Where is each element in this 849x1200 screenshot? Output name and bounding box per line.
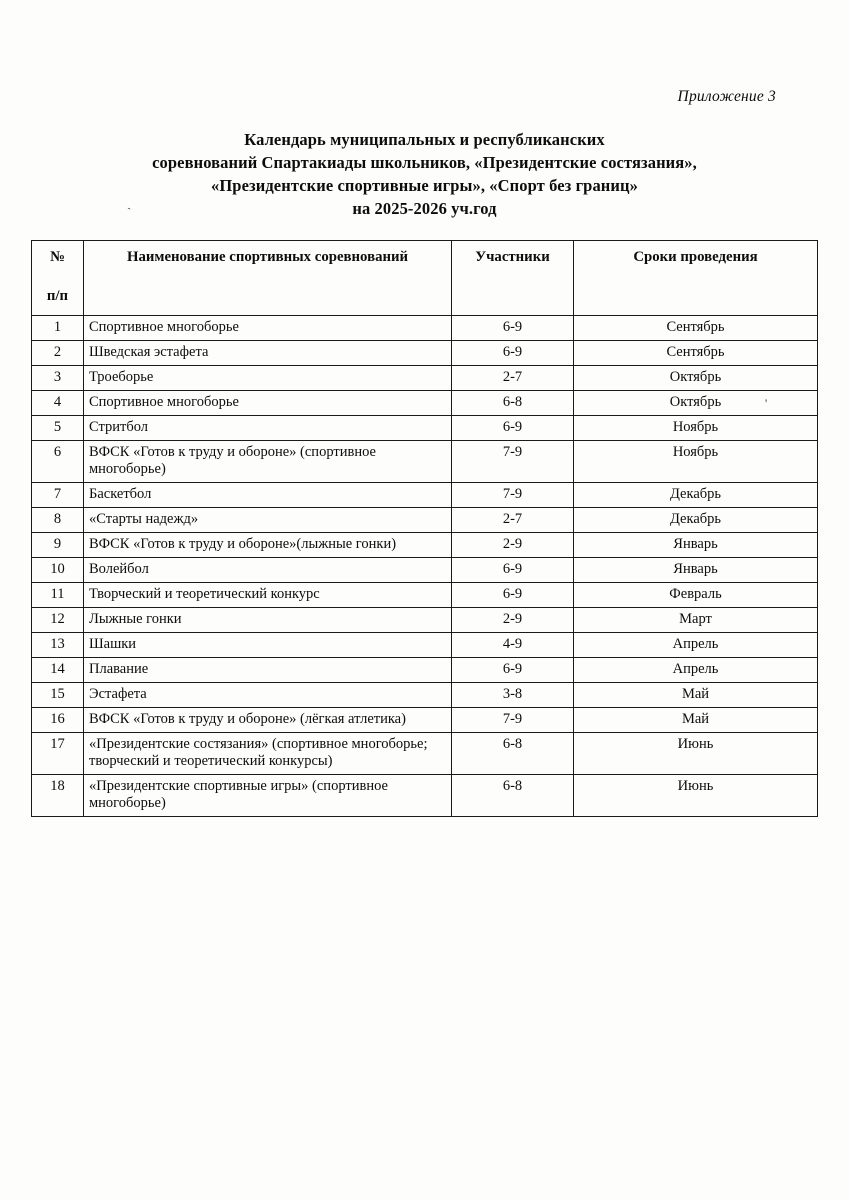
table-body xyxy=(32,316,818,817)
row-name: «Президентские спортивные игры» (спортивное многоборье) xyxy=(84,775,452,817)
row-number: 2 xyxy=(32,341,84,366)
row-dates: Январь xyxy=(574,533,818,558)
row-number: 3 xyxy=(32,366,84,391)
row-number: 16 xyxy=(32,708,84,733)
row-dates: Май xyxy=(574,708,818,733)
title-line-2: соревнований Спартакиады школьников, «Президентские состязания», xyxy=(152,153,697,172)
table-row xyxy=(32,658,818,683)
row-number: 18 xyxy=(32,775,84,817)
row-name: ВФСК «Готов к труду и обороне» (лёгкая атлетика) xyxy=(84,708,452,733)
row-dates: Февраль xyxy=(574,583,818,608)
row-participants: 2-9 xyxy=(452,533,574,558)
row-number: 4 xyxy=(32,391,84,416)
row-dates: Октябрь xyxy=(574,366,818,391)
row-dates: Сентябрь xyxy=(574,316,818,341)
row-participants: 7-9 xyxy=(452,441,574,483)
row-number: 5 xyxy=(32,416,84,441)
row-name: ВФСК «Готов к труду и обороне» (спортивное многоборье) xyxy=(84,441,452,483)
table-row xyxy=(32,775,818,817)
row-name: Эстафета xyxy=(84,683,452,708)
row-participants: 6-9 xyxy=(452,658,574,683)
table-row xyxy=(32,366,818,391)
row-participants: 7-9 xyxy=(452,483,574,508)
row-dates: Апрель xyxy=(574,633,818,658)
table-row xyxy=(32,416,818,441)
row-number: 11 xyxy=(32,583,84,608)
table-row xyxy=(32,608,818,633)
header-participants: Участники xyxy=(452,241,574,316)
row-dates: Июнь xyxy=(574,775,818,817)
row-dates: Апрель xyxy=(574,658,818,683)
row-name: «Старты надежд» xyxy=(84,508,452,533)
row-number: 9 xyxy=(32,533,84,558)
row-number: 10 xyxy=(32,558,84,583)
table-row xyxy=(32,508,818,533)
appendix-label: Приложение 3 xyxy=(677,88,776,105)
header-number-label: № xyxy=(50,249,65,265)
row-participants: 4-9 xyxy=(452,633,574,658)
row-name: Шашки xyxy=(84,633,452,658)
row-dates: Декабрь xyxy=(574,508,818,533)
row-dates: Ноябрь xyxy=(574,416,818,441)
row-name: Творческий и теоретический конкурс xyxy=(84,583,452,608)
row-number: 8 xyxy=(32,508,84,533)
row-participants: 6-8 xyxy=(452,733,574,775)
row-dates: Октябрь xyxy=(574,391,818,416)
table-header-row xyxy=(32,241,818,316)
row-name: Лыжные гонки xyxy=(84,608,452,633)
table-row xyxy=(32,683,818,708)
row-number: 14 xyxy=(32,658,84,683)
row-participants: 6-9 xyxy=(452,416,574,441)
pen-mark-icon: ` xyxy=(126,204,134,220)
table-row xyxy=(32,558,818,583)
row-participants: 6-9 xyxy=(452,341,574,366)
row-participants: 6-8 xyxy=(452,391,574,416)
row-dates: Январь xyxy=(574,558,818,583)
row-dates: Май xyxy=(574,683,818,708)
row-name: Баскетбол xyxy=(84,483,452,508)
row-participants: 3-8 xyxy=(452,683,574,708)
header-number-sub: п/п xyxy=(46,288,69,304)
title-line-1: Календарь муниципальных и республиканских xyxy=(244,130,605,149)
title-line-4: на 2025-2026 уч.год xyxy=(352,199,497,218)
row-name: Спортивное многоборье xyxy=(84,391,452,416)
table-row xyxy=(32,483,818,508)
table-row xyxy=(32,633,818,658)
row-number: 17 xyxy=(32,733,84,775)
table-row xyxy=(32,733,818,775)
header-name: Наименование спортивных соревнований xyxy=(84,241,452,316)
row-name: Шведская эстафета xyxy=(84,341,452,366)
table-row xyxy=(32,441,818,483)
row-participants: 6-9 xyxy=(452,583,574,608)
row-participants: 6-9 xyxy=(452,316,574,341)
row-number: 12 xyxy=(32,608,84,633)
header-dates: Сроки проведения xyxy=(574,241,818,316)
row-dates: Декабрь xyxy=(574,483,818,508)
row-name: ВФСК «Готов к труду и обороне»(лыжные гонки) xyxy=(84,533,452,558)
row-participants: 2-7 xyxy=(452,508,574,533)
row-participants: 2-9 xyxy=(452,608,574,633)
row-number: 15 xyxy=(32,683,84,708)
row-participants: 2-7 xyxy=(452,366,574,391)
title-line-3: «Президентские спортивные игры», «Спорт без границ» xyxy=(211,176,638,195)
pen-mark-2-icon: ' xyxy=(765,396,768,410)
row-dates: Март xyxy=(574,608,818,633)
table-row xyxy=(32,583,818,608)
row-name: Волейбол xyxy=(84,558,452,583)
row-number: 7 xyxy=(32,483,84,508)
table-row xyxy=(32,341,818,366)
row-dates: Ноябрь xyxy=(574,441,818,483)
table-head xyxy=(32,241,818,316)
row-number: 1 xyxy=(32,316,84,341)
row-number: 6 xyxy=(32,441,84,483)
header-number xyxy=(32,241,84,316)
table-row xyxy=(32,533,818,558)
row-name: Плавание xyxy=(84,658,452,683)
competition-schedule-table xyxy=(31,240,818,817)
row-name: Спортивное многоборье xyxy=(84,316,452,341)
table-row xyxy=(32,316,818,341)
row-participants: 6-9 xyxy=(452,558,574,583)
row-dates: Июнь xyxy=(574,733,818,775)
row-dates: Сентябрь xyxy=(574,341,818,366)
row-name: Стритбол xyxy=(84,416,452,441)
row-name: «Президентские состязания» (спортивное многоборье; творческий и теоретический конкурсы) xyxy=(84,733,452,775)
row-participants: 6-8 xyxy=(452,775,574,817)
row-participants: 7-9 xyxy=(452,708,574,733)
table-row xyxy=(32,708,818,733)
row-number: 13 xyxy=(32,633,84,658)
table-row xyxy=(32,391,818,416)
row-name: Троеборье xyxy=(84,366,452,391)
